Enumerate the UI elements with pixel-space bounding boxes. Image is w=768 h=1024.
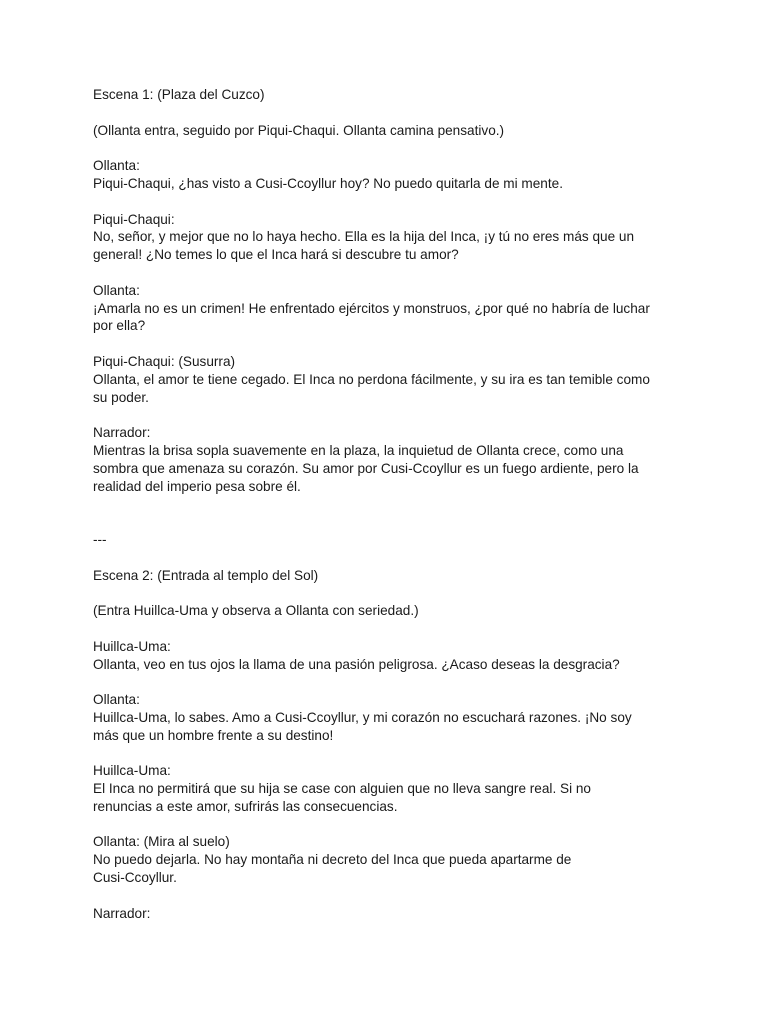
speaker-label: Piqui-Chaqui: (Susurra) [93,353,236,369]
speaker-label: Ollanta: (Mira al suelo) [93,834,230,850]
dialogue-text: No, señor, y mejor que no lo haya hecho. Ella es la hija del Inca, ¡y tú no eres más que un general! ¿No temes lo que el Inca hará si descubre tu amor? [93,229,635,263]
speaker-label: Ollanta: [93,158,140,174]
stage-direction: (Ollanta entra, seguido por Piqui-Chaqui. Ollanta camina pensativo.) [93,122,505,138]
dialogue-block [93,691,683,744]
dialogue-block [93,211,683,264]
scene-heading: Escena 1: (Plaza del Cuzco) [93,87,265,102]
narration-text: Mientras la brisa sopla suavemente en la plaza, la inquietud de Ollanta crece, como una sombra que amenaza su corazón. Su amor por Cusi-Ccoyllur es un fuego ardiente, pero la realidad del imperio pesa sobre él. [93,442,639,494]
document-body [93,86,683,940]
speaker-label: Ollanta: [93,692,140,708]
dialogue-block [93,282,683,335]
dialogue-block [93,157,683,193]
speaker-label: Piqui-Chaqui: [93,211,175,227]
dialogue-block [93,833,683,886]
speaker-label: Narrador: [93,905,151,921]
dialogue-block [93,762,683,815]
dialogue-text: Ollanta, el amor te tiene cegado. El Inca no perdona fácilmente, y su ira es tan temible como su poder. [93,371,650,405]
dialogue-text: El Inca no permitirá que su hija se case con alguien que no lleva sangre real. Si no renuncias a este amor, sufrirás las consecuencias. [93,781,591,814]
speaker-label: Ollanta: [93,282,140,298]
dialogue-block [93,638,683,674]
blank-line [93,513,683,531]
dialogue-text: Huillca-Uma, lo sabes. Amo a Cusi-Ccoyllur, y mi corazón no escuchará razones. ¡No soy más que un hombre frente a su destino! [93,709,632,743]
dialogue-text: Ollanta, veo en tus ojos la llama de una pasión peligrosa. ¿Acaso deseas la desgracia? [93,656,620,672]
narration-block [93,905,683,923]
narration-block [93,424,683,495]
dialogue-block [93,353,683,406]
section-divider: --- [93,531,107,547]
speaker-label: Huillca-Uma: [93,638,171,654]
stage-direction: (Entra Huillca-Uma y observa a Ollanta con seriedad.) [93,603,419,619]
dialogue-text: Piqui-Chaqui, ¿has visto a Cusi-Ccoyllur hoy? No puedo quitarla de mi mente. [93,175,563,191]
speaker-label: Narrador: [93,425,151,441]
dialogue-text: No puedo dejarla. No hay montaña ni decreto del Inca que pueda apartarme de Cusi-Ccoyllur. [93,852,572,886]
speaker-label: Huillca-Uma: [93,763,171,779]
scene-heading: Escena 2: (Entrada al templo del Sol) [93,567,319,583]
dialogue-text: ¡Amarla no es un crimen! He enfrentado ejércitos y monstruos, ¿por qué no habría de luchar por ella? [93,300,650,334]
